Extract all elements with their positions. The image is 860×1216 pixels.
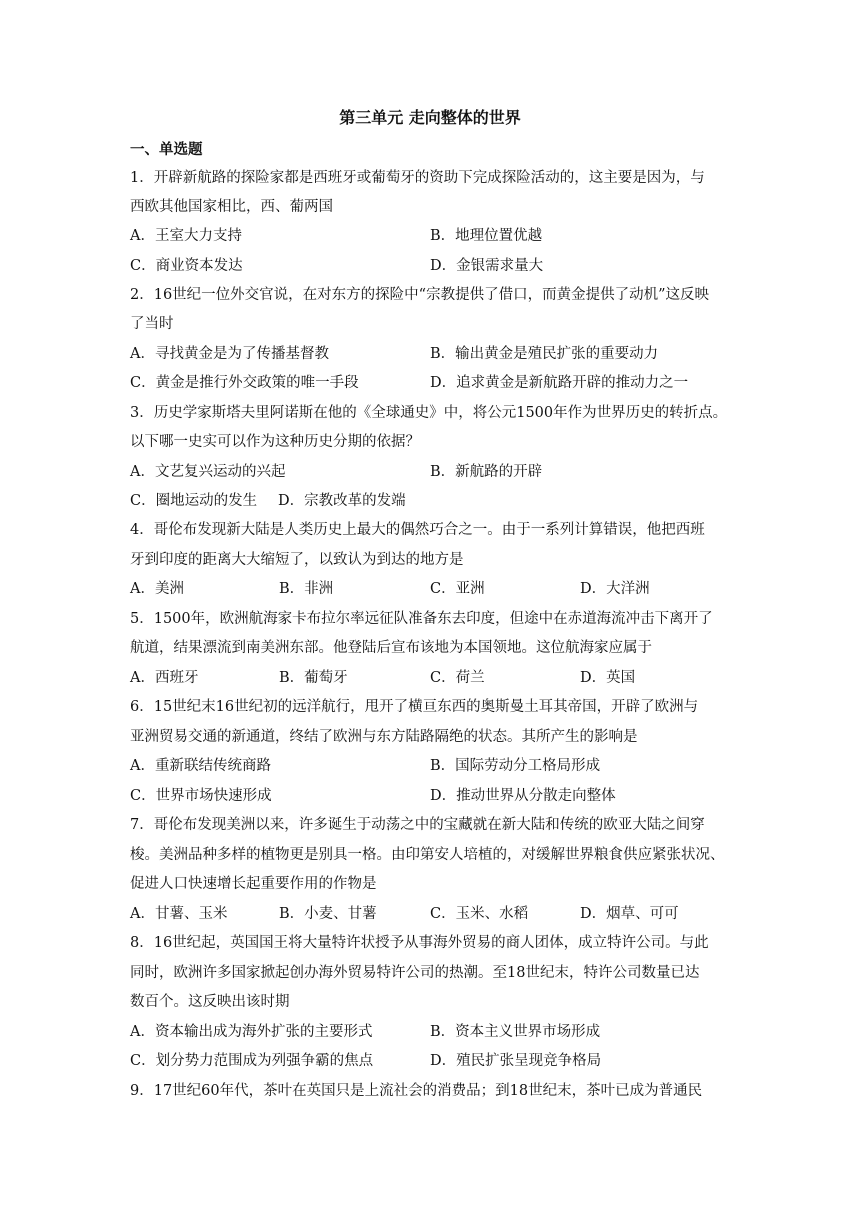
question-7-line-3: 促进人口快速增长起重要作用的作物是 xyxy=(130,876,377,892)
question-6-option-c: C．世界市场快速形成 xyxy=(130,788,272,804)
question-6-option-d: D．推动世界从分散走向整体 xyxy=(430,788,616,804)
question-3-line-2: 以下哪一史实可以作为这种历史分期的依据？ xyxy=(130,434,420,450)
question-8-line-3: 数百个。这反映出该时期 xyxy=(130,994,290,1010)
question-4-line-2: 牙到印度的距离大大缩短了，以致认为到达的地方是 xyxy=(130,552,464,568)
question-4-option-a: A．美洲 xyxy=(130,581,184,597)
question-5-option-a: A．西班牙 xyxy=(130,670,199,686)
question-4-line-1: 4．哥伦布发现新大陆是人类历史上最大的偶然巧合之一。由于一系列计算错误，他把西班 xyxy=(130,522,705,538)
question-7-option-b: B．小麦、甘薯 xyxy=(279,906,377,922)
question-3-option-c: C．圈地运动的发生 xyxy=(130,493,258,509)
question-1-option-b: B．地理位置优越 xyxy=(430,228,543,244)
question-5-line-2: 航道，结果漂流到南美洲东部。他登陆后宣布该地为本国领地。这位航海家应属于 xyxy=(130,640,652,656)
question-8-option-b: B．资本主义世界市场形成 xyxy=(430,1024,601,1040)
page-title: 第三单元 走向整体的世界 xyxy=(339,108,521,127)
question-3-option-b: B．新航路的开辟 xyxy=(430,464,543,480)
question-1-option-c: C．商业资本发达 xyxy=(130,258,243,274)
question-4-option-c: C．亚洲 xyxy=(430,581,485,597)
question-4-option-d: D．大洋洲 xyxy=(580,581,650,597)
question-1-line-2: 西欧其他国家相比，西、葡两国 xyxy=(130,199,333,215)
question-5-option-b: B．葡萄牙 xyxy=(279,670,348,686)
question-7-option-a: A．甘薯、玉米 xyxy=(130,906,228,922)
question-1-line-1: 1．开辟新航路的探险家都是西班牙或葡萄牙的资助下完成探险活动的，这主要是因为，与 xyxy=(130,170,705,186)
question-9-line-1: 9．17世纪60年代，茶叶在英国只是上流社会的消费品；到18世纪末，茶叶已成为普通民 xyxy=(130,1083,703,1099)
question-4-option-b: B．非洲 xyxy=(279,581,334,597)
question-2-line-1: 2．16世纪一位外交官说，在对东方的探险中“宗教提供了借口，而黄金提供了动机”这反映 xyxy=(130,287,709,303)
question-7-option-c: C．玉米、水稻 xyxy=(430,906,529,922)
question-8-option-c: C．划分势力范围成为列强争霸的焦点 xyxy=(130,1053,374,1069)
question-5-line-1: 5．1500年，欧洲航海家卡布拉尔率远征队准备东去印度，但途中在赤道海流冲击下离开了 xyxy=(130,611,713,627)
question-6-option-a: A．重新联结传统商路 xyxy=(130,758,271,774)
question-1-option-a: A．王室大力支持 xyxy=(130,228,242,244)
question-8-option-d: D．殖民扩张呈现竞争格局 xyxy=(430,1053,602,1069)
question-7-option-d: D．烟草、可可 xyxy=(580,906,679,922)
question-6-line-2: 亚洲贸易交通的新通道，终结了欧洲与东方陆路隔绝的状态。其所产生的影响是 xyxy=(130,729,638,745)
question-2-option-b: B．输出黄金是殖民扩张的重要动力 xyxy=(430,346,659,362)
question-5-option-d: D．英国 xyxy=(580,670,636,686)
question-7-line-1: 7．哥伦布发现美洲以来，许多诞生于动荡之中的宝藏就在新大陆和传统的欧亚大陆之间穿 xyxy=(130,817,705,833)
question-2-option-c: C．黄金是推行外交政策的唯一手段 xyxy=(130,375,359,391)
question-1-option-d: D．金银需求量大 xyxy=(430,258,544,274)
question-6-option-b: B．国际劳动分工格局形成 xyxy=(430,758,601,774)
question-2-line-2: 了当时 xyxy=(130,316,174,332)
question-5-option-c: C．荷兰 xyxy=(430,670,485,686)
question-2-option-d: D．追求黄金是新航路开辟的推动力之一 xyxy=(430,375,689,391)
question-3-option-a: A．文艺复兴运动的兴起 xyxy=(130,464,286,480)
question-7-line-2: 梭。美洲品种多样的植物更是别具一格。由印第安人培植的，对缓解世界粮食供应紧张状况、 xyxy=(130,847,725,863)
section-heading: 一、单选题 xyxy=(130,142,203,158)
question-6-line-1: 6．15世纪末16世纪初的远洋航行，甩开了横亘东西的奥斯曼土耳其帝国，开辟了欧洲与 xyxy=(130,699,699,715)
question-8-line-2: 同时，欧洲许多国家掀起创办海外贸易特许公司的热潮。至18世纪末，特许公司数量已达 xyxy=(130,965,700,981)
question-2-option-a: A．寻找黄金是为了传播基督教 xyxy=(130,346,329,362)
question-8-option-a: A．资本输出成为海外扩张的主要形式 xyxy=(130,1024,373,1040)
question-3-option-d: D．宗教改革的发端 xyxy=(278,493,406,509)
question-8-line-1: 8．16世纪起，英国国王将大量特许状授予从事海外贸易的商人团体，成立特许公司。与此 xyxy=(130,935,709,951)
question-3-line-1: 3．历史学家斯塔夫里阿诺斯在他的《全球通史》中，将公元1500年作为世界历史的转折点。 xyxy=(130,405,728,421)
